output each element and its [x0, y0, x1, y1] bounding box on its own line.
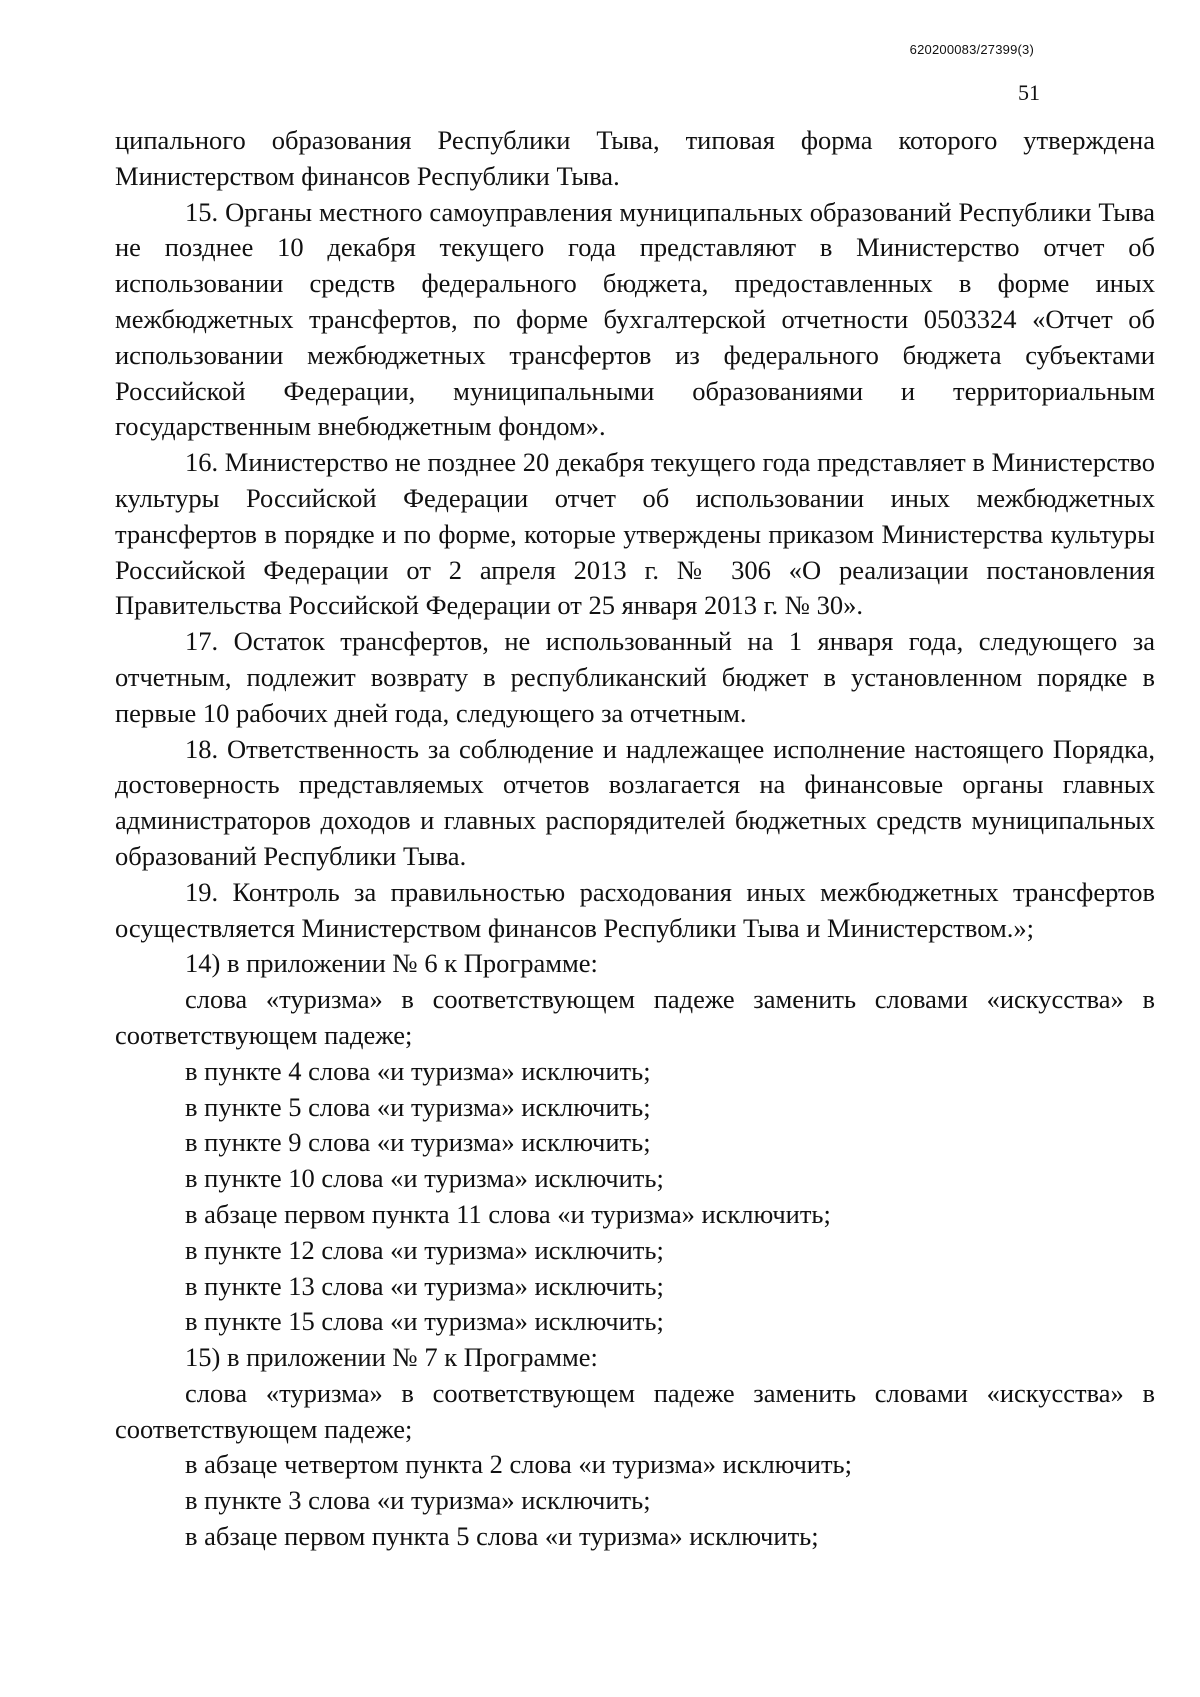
- paragraph-continuation: ципального образования Республики Тыва, типовая форма которого утверждена Министерством финансов Республики Тыва.: [115, 125, 1155, 191]
- amendment-heading-14: 14) в приложении № 6 к Программе:: [185, 948, 598, 979]
- amendment-line: в пункте 10 слова «и туризма» исключить;: [185, 1163, 664, 1194]
- paragraph-item-17: 17. Остаток трансфертов, не использованный на 1 января года, следующего за отчетным, подлежит возврату в республиканский бюджет в установленном порядке в первые 10 рабочих дней года, следующего за отчетным.: [115, 626, 1155, 728]
- amendment-line: слова «туризма» в соответствующем падеже заменить словами «искусства» в соответствующем падеже;: [115, 1377, 1155, 1444]
- amendment-line: в пункте 4 слова «и туризма» исключить;: [185, 1055, 651, 1086]
- document-id: 620200083/27399(3): [909, 42, 1034, 57]
- paragraph-item-19: 19. Контроль за правильностью расходования иных межбюджетных трансфертов осуществляется Министерством финансов Республики Тыва и Министерством.»;: [115, 876, 1155, 943]
- amendment-line: в пункте 15 слова «и туризма» исключить;: [185, 1306, 664, 1337]
- document-body: [115, 123, 1155, 1555]
- amendment-line: в пункте 9 слова «и туризма» исключить;: [185, 1127, 651, 1158]
- paragraph-item-16: 16. Министерство не позднее 20 декабря текущего года представляет в Министерство культуры Российской Федерации отчет об использовании иных межбюджетных трансфертов в порядке и по форме, которые утверждены приказом Министерства культуры Российской Федерации от 2 апреля 2013 г. № 306 «О реализации постановления Правительства Российской Федерации от 25 января 2013 г. № 30».: [115, 447, 1155, 621]
- amendment-line: в пункте 3 слова «и туризма» исключить;: [185, 1485, 651, 1516]
- amendment-line: в пункте 5 слова «и туризма» исключить;: [185, 1091, 651, 1122]
- paragraph-item-18: 18. Ответственность за соблюдение и надлежащее исполнение настоящего Порядка, достоверность представляемых отчетов возлагается на финансовые органы главных администраторов доходов и главных распорядителей бюджетных средств муниципальных образований Республики Тыва.: [115, 733, 1155, 871]
- amendment-line: в абзаце первом пункта 5 слова «и туризма» исключить;: [185, 1521, 819, 1552]
- paragraph-item-15: 15. Органы местного самоуправления муниципальных образований Республики Тыва не позднее 10 декабря текущего года представляют в Министерство отчет об использовании средств федерального бюджета, предоставленных в форме иных межбюджетных трансфертов, по форме бухгалтерской отчетности 0503324 «Отчет об использовании межбюджетных трансфертов из федерального бюджета субъектами Российской Федерации, муниципальными образованиями и территориальным государственным внебюджетным фондом».: [115, 196, 1155, 442]
- amendment-line: слова «туризма» в соответствующем падеже заменить словами «искусства» в соответствующем падеже;: [115, 984, 1155, 1050]
- page-number: 51: [1018, 80, 1040, 105]
- amendment-line: в абзаце четвертом пункта 2 слова «и туризма» исключить;: [185, 1449, 852, 1480]
- amendment-line: в абзаце первом пункта 11 слова «и туризма» исключить;: [185, 1198, 831, 1229]
- amendment-line: в пункте 13 слова «и туризма» исключить;: [185, 1270, 664, 1301]
- amendment-heading-15: 15) в приложении № 7 к Программе:: [185, 1342, 598, 1373]
- amendment-line: в пункте 12 слова «и туризма» исключить;: [185, 1234, 664, 1265]
